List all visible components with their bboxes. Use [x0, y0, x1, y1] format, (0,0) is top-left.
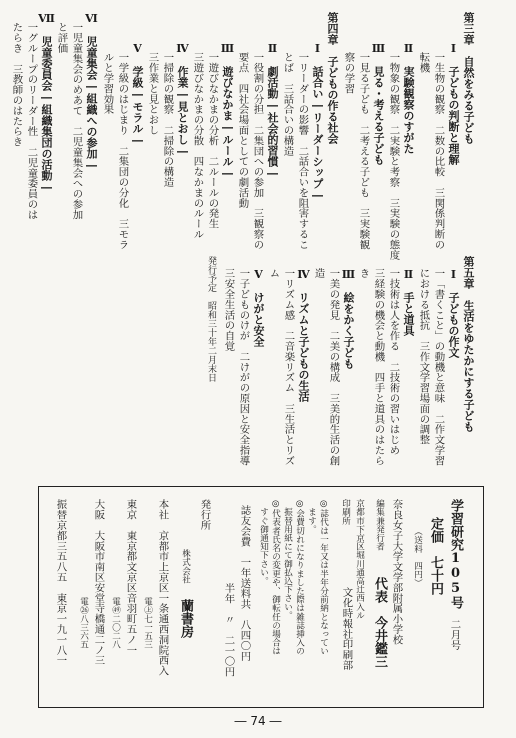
- section-heading: Ⅵ 児童集会―組織への参加―: [85, 12, 98, 172]
- printer-address: 京都市下京区堀川通高辻西入ル: [354, 499, 365, 620]
- toc-subitems: き: [357, 268, 370, 279]
- magazine-title: 学習研究105号: [448, 499, 463, 609]
- toc-subitems: 一物象の観察 二実験と考察 三実験の態度: [387, 52, 400, 260]
- publisher-name: 蘭書房: [178, 599, 193, 638]
- chapter-5-title: 第五章 生活をゆたかにする子ども: [462, 256, 475, 432]
- toc-subitems: における抵抗 三作文学習場面の調整: [417, 268, 430, 445]
- toc-subitems: たらき 三教師のはたらき: [10, 22, 23, 147]
- head-office-address: 本社 京都市上京区一条通西洞院西入: [156, 499, 169, 676]
- editor-org: 奈良女子大学文学部附属小学校: [390, 499, 403, 645]
- toc-subitems: 一子どものけが 二けがの原因と安全指導: [237, 268, 250, 466]
- issue-month: 二月号: [448, 619, 461, 651]
- toc-subitems: 一生物の観察 二数の比較 三関係判断の: [432, 52, 445, 250]
- printer-name: 文化時報社印刷部: [340, 587, 353, 671]
- toc-subitems: 一美の発見 二美の構成 三美的生活の創: [327, 268, 340, 466]
- notice-2: ◎会費切れになりました際は雑誌挿入の: [294, 499, 305, 656]
- toc-subitems: 要点 四社会場面としての劇活動: [236, 52, 249, 208]
- subscription-half: 半年 〃 二一〇円: [222, 583, 235, 677]
- publication-schedule: 発行予定 昭和三十年二月末日: [206, 256, 216, 382]
- section-heading: Ⅱ 劇活動―社会的習慣―: [266, 42, 279, 180]
- chapter-4-title: 第四章 子どもの作る社会: [326, 12, 339, 144]
- page-number: ― 74 ―: [234, 714, 282, 728]
- publisher-role: 発行所: [198, 499, 211, 531]
- notice-2-cont: 振替用紙にて御払込下さい。: [282, 499, 293, 620]
- toc-subitems: 一グループのリーダー性 二児童委員のは: [25, 22, 38, 220]
- printer-role: 印刷所: [340, 499, 351, 525]
- section-heading: Ⅲ 見る・考える子ども: [372, 42, 385, 165]
- toc-subitems: 一「書くこと」の動機と意味 二作文学習: [432, 268, 445, 466]
- postage: （送料 四円）: [412, 527, 423, 588]
- toc-subitems: 造: [312, 268, 325, 279]
- colophon-box: [38, 486, 484, 708]
- subscription-fee: 誌友会費 一年送料共 八四〇円: [238, 505, 251, 661]
- section-heading: Ⅶ 児童委員会―組織集団の活動―: [40, 12, 53, 194]
- notice-3-cont: すぐ御通知下さい。: [258, 499, 269, 585]
- price: 定価 七十円: [428, 517, 443, 595]
- toc-subitems: とば 三話合いの構造: [281, 52, 294, 156]
- head-office-phone: 電㊤七一五三: [142, 597, 153, 649]
- tokyo-office-phone: 電㊾二〇二八: [110, 597, 121, 649]
- toc-subitems: 三遊びなかまの分散 四なかまのルール: [191, 52, 204, 240]
- section-heading: Ⅱ 実験観察のすがた: [402, 42, 415, 154]
- section-heading: Ⅴ けがと安全: [252, 268, 265, 347]
- section-heading: Ⅳ リズムと子どもの生活: [297, 268, 310, 402]
- section-heading: Ⅱ 手と道具: [402, 268, 415, 336]
- section-heading: Ⅰ 子どもの作文: [447, 268, 460, 358]
- section-heading: Ⅰ 子どもの判断と理解: [447, 42, 460, 165]
- editor-name: 代表 今井鑑三: [372, 577, 387, 668]
- toc-subitems: 一学級のはじまり 二集団の分化 三モラ: [116, 52, 129, 250]
- osaka-office-address: 大阪 大阪市南区安堂寺橋通二ノ三: [92, 499, 105, 666]
- toc-subitems: 察の学習: [342, 52, 355, 94]
- toc-subitems: 一掃除の観察 二掃除の構造: [161, 52, 174, 188]
- osaka-office-phone: 電㉖八三六五: [78, 597, 89, 649]
- section-heading: Ⅰ 話合い―リーダーシップ―: [311, 42, 324, 202]
- toc-subitems: 転機: [417, 52, 430, 73]
- toc-subitems: 三作業と見とおし: [146, 52, 159, 136]
- toc-subitems: 一技術は人を作る 二技術の習いはじめ: [387, 268, 400, 456]
- postal-transfer-account: 振替京都三五八五 東京一九一八一: [54, 499, 67, 666]
- toc-subitems: 一遊びなかまの分析 二ルールの発生: [206, 52, 219, 229]
- tokyo-office-address: 東京 東京都文京区音羽町五ノ一: [124, 499, 137, 655]
- publisher-type: 株式会社: [180, 549, 191, 584]
- chapter-3-title: 第三章 自然をみる子ども: [462, 12, 475, 144]
- toc-subitems: ルと学習効果: [101, 52, 114, 115]
- section-heading: Ⅲ 遊びなかま―ルール―: [221, 42, 234, 180]
- section-heading: Ⅴ 学級―モラル―: [131, 42, 144, 147]
- toc-subitems: 一見る子ども 二考える子ども 三実験観: [357, 52, 370, 250]
- notice-3: ◎代表者氏名の変更や、御転任の場合は: [270, 499, 281, 656]
- toc-subitems: 一役割の分担 二集団への参加 三観察の: [251, 52, 264, 250]
- section-heading: Ⅳ 作業―見とおし―: [176, 42, 189, 158]
- notice-1: ◎誌代は一年又は半年分前納となってい: [318, 499, 329, 656]
- toc-subitems: 三安全生活の自覚: [222, 268, 235, 352]
- toc-subitems: 三経験の機会と動機 四手と道具のはたら: [372, 268, 385, 466]
- editor-role: 編集兼発行者: [374, 499, 385, 551]
- toc-subitems: と評価: [55, 22, 68, 54]
- toc-subitems: 一児童集会のめあて 二児童集会への参加: [70, 22, 83, 220]
- section-heading: Ⅲ 絵をかく子ども: [342, 268, 355, 369]
- toc-subitems: 一リズム感 二音楽リズム 三生活とリズ: [282, 268, 295, 466]
- toc-subitems: 一リーダーの影響 二話合いを阻害するこ: [296, 52, 309, 250]
- toc-subitems: ム: [267, 268, 280, 279]
- notice-1-cont: ます。: [306, 499, 317, 534]
